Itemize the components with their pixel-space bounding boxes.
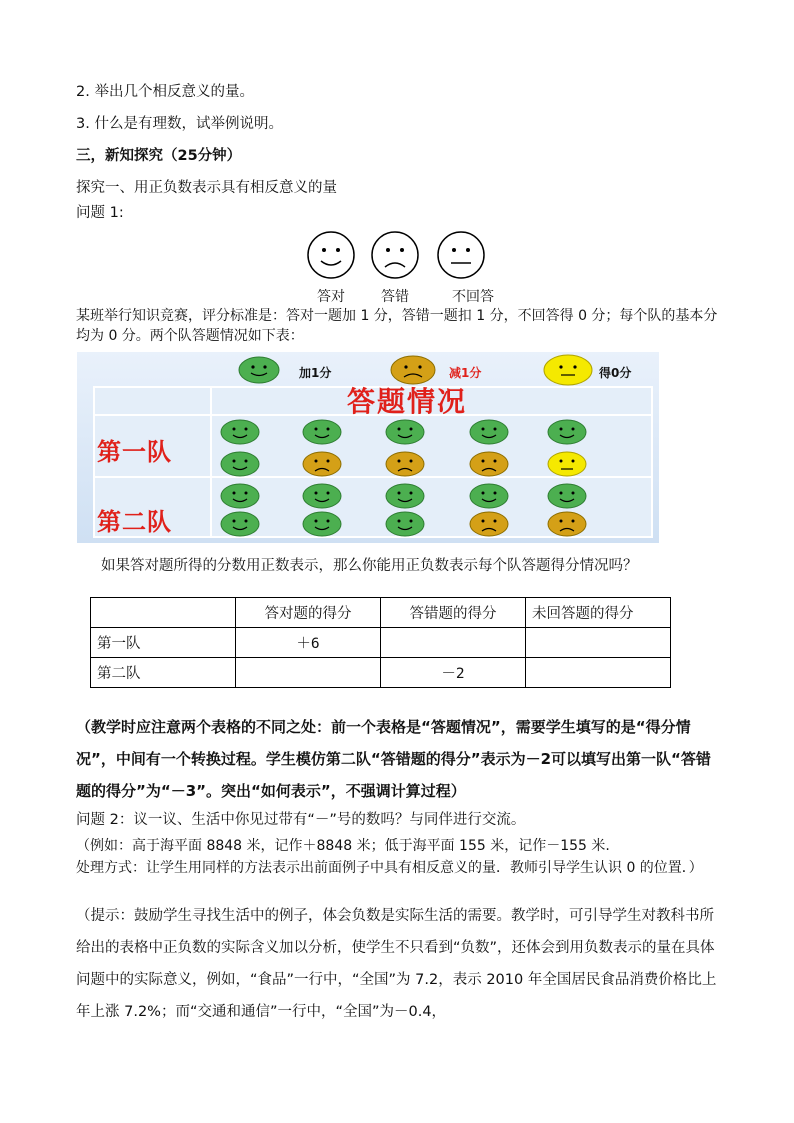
question-2: 2. 举出几个相反意义的量。 [76,84,254,100]
teaching-note: （教学时应注意两个表格的不同之处：前一个表格是“答题情况”，需要学生填写的是“得分情况”，中间有一个转换过程。学生模仿第二队“答错题的得分”表示为－2可以填写出第一队“答错题的得分”为“－3”。突出“如何表示”，不强调计算过程） [76,718,711,800]
table-cell: ＋6 [236,628,381,658]
green-face-icon [386,420,424,444]
question-text: 如果答对题所得的分数用正数表示，那么你能用正负数表示每个队答题得分情况吗？ [101,558,638,574]
sad-face-icon [370,230,420,280]
team-2-name: 第二队 [97,508,172,536]
green-face-icon [221,420,259,444]
green-face-icon [470,420,508,444]
score-table [90,597,671,688]
table-row [91,628,671,658]
example-text: （例如：高于海平面 8848 米，记作＋8848 米；低于海平面 155 米，记作－155 米. [76,838,610,854]
table-cell [526,628,671,658]
table-cell: 第二队 [91,658,236,688]
face-label-correct: 答对 [317,289,345,305]
green-face-icon [221,452,259,476]
explore-heading: 探究一、用正负数表示具有相反意义的量 [76,180,337,196]
legend-zero-label: 得0分 [599,366,632,380]
green-face-icon [548,420,586,444]
face-label-wrong: 答错 [381,289,409,305]
neutral-face-icon [436,230,486,280]
hint-text: （提示：鼓励学生寻找生活中的例子，体会负数是实际生活的需要。教学时，可引导学生对教科书所给出的表格中正负数的实际含义加以分析，使学生不只看到“负数”，还体会到用负数表示的量在具体问题中的实际意义，例如，“食品”一行中，“全国”为 7.2，表示 2010 年全国居民食品消费价格比上年上涨 7.2%；而“交通和通信”一行中，“全国”为－0.4， [76,908,717,1020]
problem-1-label: 问题 1: [76,205,124,221]
yellow-face-icon [548,452,586,476]
green-face-icon [386,484,424,508]
green-face-icon [221,512,259,536]
orange-face-icon [548,512,586,536]
panel-title: 答题情况 [347,385,468,418]
answer-faces-grid [77,352,659,543]
table-header-cell: 未回答题的得分 [526,598,671,628]
green-face-icon [303,512,341,536]
table-row [91,658,671,688]
table-cell: 第一队 [91,628,236,658]
table-cell [236,658,381,688]
legend-plus-label: 加1分 [299,366,332,380]
table-header-cell: 答错题的得分 [381,598,526,628]
question-3: 3. 什么是有理数，试举例说明。 [76,116,283,132]
green-face-icon [221,484,259,508]
green-face-icon [470,484,508,508]
handling-text: 处理方式：让学生用同样的方法表示出前面例子中具有相反意义的量．教师引导学生认识 0 的位置．） [76,860,703,876]
table-header-cell: 答对题的得分 [236,598,381,628]
orange-face-icon [470,512,508,536]
green-face-icon [548,484,586,508]
problem-2: 问题 2：议一议、生活中你见过带有“－”号的数吗？与同伴进行交流。 [76,812,526,828]
table-cell [526,658,671,688]
happy-face-icon [306,230,356,280]
table-header-row [91,598,671,628]
face-label-noanswer: 不回答 [452,289,494,305]
section-heading: 三，新知探究（25分钟） [76,148,242,164]
table-header-cell [91,598,236,628]
orange-face-icon [386,452,424,476]
green-face-icon [386,512,424,536]
rules-text: 某班举行知识竞赛，评分标准是：答对一题加 1 分，答错一题扣 1 分，不回答得 0 分；每个队的基本分均为 0 分。两个队答题情况如下表： [76,308,718,344]
green-face-icon [303,484,341,508]
orange-face-icon [470,452,508,476]
table-cell: －2 [381,658,526,688]
answer-situation-panel [77,352,659,543]
green-face-icon [303,420,341,444]
table-cell [381,628,526,658]
legend-minus-label: 减1分 [449,366,482,380]
team-1-name: 第一队 [97,438,172,466]
orange-face-icon [303,452,341,476]
